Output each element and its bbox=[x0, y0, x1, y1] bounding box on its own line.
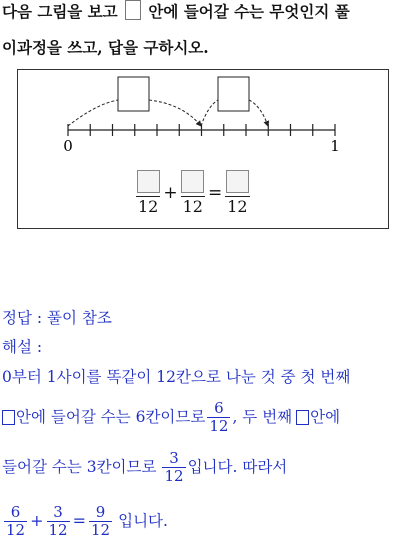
fraction-numerator: 3 bbox=[169, 448, 179, 467]
fraction-numerator: 9 bbox=[95, 502, 106, 521]
fraction-denominator: 12 bbox=[6, 520, 26, 539]
explanation-text: 안에 bbox=[310, 408, 341, 426]
explanation-label: 해설 : bbox=[2, 338, 43, 356]
denominator-2: 12 bbox=[182, 197, 203, 216]
fraction-numerator: 6 bbox=[10, 502, 21, 521]
fraction-denominator: 12 bbox=[91, 520, 111, 539]
fraction-2 bbox=[181, 170, 205, 216]
question-text-before-box: 다음 그림을 보고 bbox=[2, 2, 118, 21]
explanation-line-2 bbox=[2, 400, 340, 434]
numerator-box-2 bbox=[181, 170, 204, 193]
answer-box-1 bbox=[118, 77, 149, 111]
answer-box-2 bbox=[218, 77, 249, 111]
fraction-3 bbox=[225, 170, 249, 216]
explanation-line-1: 0부터 1사이를 똑같이 12칸으로 나눈 것 중 첫 번째 bbox=[2, 368, 351, 386]
explanation-text: 들어갈 수는 3칸이므로 bbox=[2, 458, 157, 476]
denominator-3: 12 bbox=[227, 197, 248, 216]
dashed-arrow-right-1 bbox=[149, 100, 201, 126]
question-line-1 bbox=[2, 0, 350, 23]
fraction-six-twelfths bbox=[4, 504, 27, 539]
blank-box-icon bbox=[2, 410, 15, 425]
fraction-numerator: 3 bbox=[53, 502, 63, 521]
blank-box-icon bbox=[296, 410, 309, 425]
fraction-denominator: 12 bbox=[164, 466, 184, 485]
explanation-text: , 두 번째 bbox=[232, 408, 293, 426]
start-label: 0 bbox=[63, 137, 73, 155]
question-text-after-box: 안에 들어갈 수는 무엇인지 풀 bbox=[148, 2, 350, 21]
fraction-denominator: 12 bbox=[209, 416, 229, 435]
dashed-arrow-right-2 bbox=[249, 100, 268, 126]
blank-box-icon bbox=[125, 0, 141, 20]
fraction-denominator: 12 bbox=[48, 520, 68, 539]
denominator-1: 12 bbox=[138, 197, 159, 216]
explanation-line-4 bbox=[2, 503, 168, 539]
explanation-text: 입니다. bbox=[118, 512, 168, 530]
dashed-arrow-left-2 bbox=[201, 100, 218, 126]
explanation-line-3 bbox=[2, 450, 287, 484]
fraction-nine-twelfths bbox=[89, 504, 112, 539]
plus-sign: + bbox=[163, 183, 178, 203]
fraction-numerator: 6 bbox=[214, 398, 224, 417]
fraction-six-twelfths bbox=[207, 400, 230, 435]
explanation-text: 안에 들어갈 수는 6칸이므로 bbox=[16, 408, 206, 426]
number-line-figure bbox=[17, 69, 389, 229]
numerator-box-3 bbox=[226, 170, 249, 193]
equals-sign: = bbox=[207, 183, 223, 203]
fraction-three-twelfths bbox=[162, 450, 185, 485]
explanation-text: 입니다. 따라서 bbox=[187, 458, 288, 476]
dashed-arrow-left-1 bbox=[68, 100, 118, 126]
numerator-box-1 bbox=[137, 170, 160, 193]
figure-equation bbox=[136, 170, 250, 216]
end-label: 1 bbox=[330, 137, 340, 155]
fraction-three-twelfths bbox=[47, 504, 70, 539]
answer-label: 정답 : 풀이 참조 bbox=[2, 309, 112, 327]
equals-sign: = bbox=[72, 511, 86, 530]
plus-sign: + bbox=[30, 511, 44, 530]
fraction-1 bbox=[136, 170, 160, 216]
question-line-2: 이과정을 쓰고, 답을 구하시오. bbox=[2, 38, 209, 57]
